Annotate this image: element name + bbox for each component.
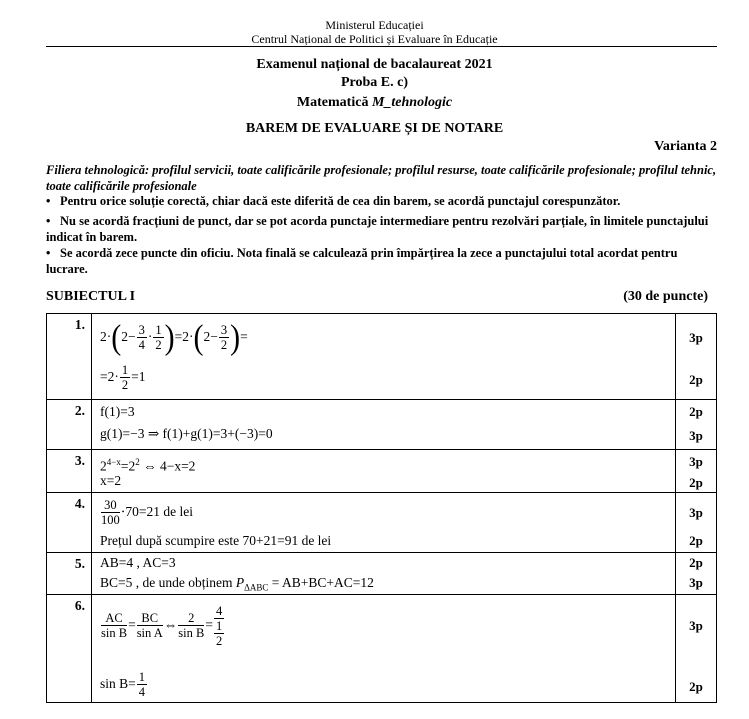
exam-title: Examenul național de bacalaureat 2021 xyxy=(256,57,493,72)
points-cell xyxy=(676,493,717,553)
table-row xyxy=(47,553,717,595)
item-solution xyxy=(92,400,676,450)
rule-bullet-1: • Pentru orice soluție corectă, chiar dacă este diferită de cea din barem, se acordă punctajul corespunzător. xyxy=(46,194,621,208)
points-value: 2p xyxy=(689,475,703,490)
points-value: 3p xyxy=(689,454,703,469)
item-solution xyxy=(92,493,676,553)
solution-line: =2· $\frac{1}{2}$ =1 xyxy=(100,363,146,393)
points-cell xyxy=(676,553,717,595)
header-divider xyxy=(46,46,717,47)
points-value: 3p xyxy=(689,618,703,633)
points-value: 2p xyxy=(689,372,703,387)
proba-title: Proba E. c) xyxy=(340,75,408,90)
barem-table xyxy=(46,313,717,703)
points-value: 3p xyxy=(689,330,703,345)
solution-line: g(1)=−3 ⇒ f(1)+g(1)=3+(−3)=0 xyxy=(100,426,273,441)
solution-line: f(1)=3 xyxy=(100,404,135,419)
filiera-text: Filiera tehnologică: profilul servicii, toate calificările profesionale; profilul resurse, toate calificările profesionale; profilul tehnic, toate calificările profesionale xyxy=(46,163,717,193)
table-row xyxy=(47,400,717,450)
table-row xyxy=(47,314,717,400)
points-value: 3p xyxy=(689,505,703,520)
points-cell xyxy=(676,450,717,493)
subject-title: Matematică M_tehnologic xyxy=(296,95,453,110)
rule-bullet-3: • Se acordă zece puncte din oficiu. Nota finală se calculează prin împărțirea la zece a punctajului total acordat pentru lucrare. xyxy=(46,246,678,276)
solution-line: x=2 xyxy=(100,473,122,488)
item-number: 2. xyxy=(47,400,92,450)
table-row xyxy=(47,595,717,703)
points-value: 2p xyxy=(689,533,703,548)
points-value: 2p xyxy=(689,679,703,694)
item-solution xyxy=(92,595,676,703)
barem-title: BAREM DE EVALUARE ȘI DE NOTARE xyxy=(245,121,504,136)
points-value: 3p xyxy=(689,428,703,443)
solution-line: sin B= $\frac{1}{4}$ xyxy=(100,670,145,700)
solution-line: $2^{4-x}=2^2$ ⇔ 4−x=2 xyxy=(100,457,196,474)
center-line: Centrul Național de Politici și Evaluare în Educație xyxy=(251,32,498,46)
solution-line: 2·(2− $\frac{3}{4}$ · $\frac{1}{2}$ )=2·(2− $\frac{3}{2}$ )= xyxy=(100,318,248,357)
section-title: SUBIECTUL I xyxy=(46,289,136,304)
rule-bullet-2: • Nu se acordă fracțiuni de punct, dar se pot acorda punctaje intermediare pentru rezolvări parțiale, în limitele punctajului indicat în barem. xyxy=(46,214,709,244)
solution-line: BC=5 , de unde obținem $P_{\Delta ABC} = AB+BC+AC=12$ xyxy=(100,575,374,593)
item-solution xyxy=(92,314,676,400)
points-value: 2p xyxy=(689,404,703,419)
table-row xyxy=(47,493,717,553)
variant-label: Varianta 2 xyxy=(654,139,717,154)
item-solution xyxy=(92,553,676,595)
item-number: 6. xyxy=(47,595,92,703)
ministry-line: Ministerul Educației xyxy=(325,18,424,32)
section-points: (30 de puncte) xyxy=(623,289,708,304)
solution-line: Prețul după scumpire este 70+21=91 de lei xyxy=(100,533,332,548)
solution-line: AB=4 , AC=3 xyxy=(100,555,176,570)
points-value: 2p xyxy=(689,555,703,570)
points-cell xyxy=(676,400,717,450)
item-number: 1. xyxy=(47,314,92,400)
item-number: 4. xyxy=(47,493,92,553)
item-number: 3. xyxy=(47,450,92,493)
points-cell xyxy=(676,314,717,400)
solution-line: $\frac{30}{100}$ ⋅70=21 de lei xyxy=(101,498,193,528)
table-row xyxy=(47,450,717,493)
item-solution xyxy=(92,450,676,493)
points-value: 3p xyxy=(689,575,703,590)
points-cell xyxy=(676,595,717,703)
solution-line: $\frac{AC}{\text{sin B}}$ = $\frac{BC}{\text{sin A}}$ ⇔ $\frac{2}{\text{sin B}}$ = $\frac{4}{\frac{1}{2}}$ xyxy=(101,603,223,648)
item-number: 5. xyxy=(47,553,92,595)
